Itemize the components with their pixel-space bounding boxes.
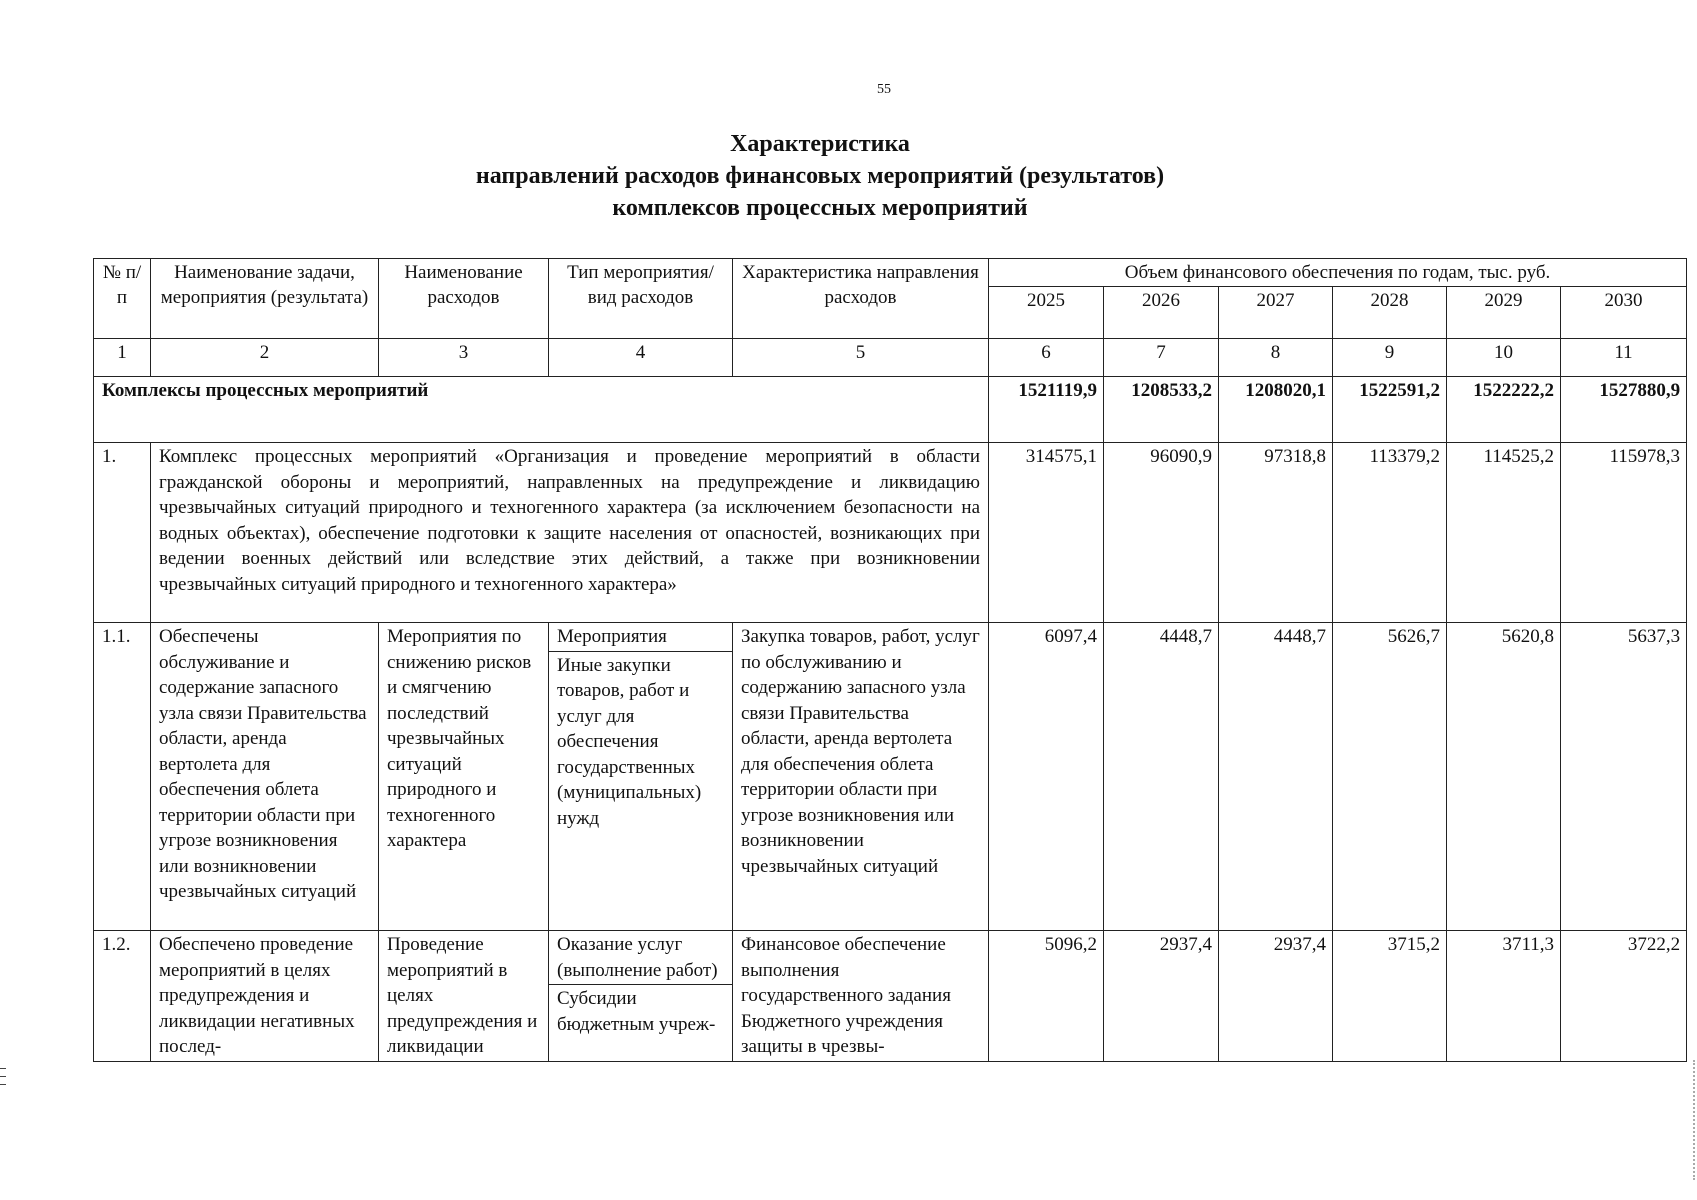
header-task: Наименование задачи, мероприятия (результата) (151, 259, 379, 339)
total-value: 1208020,1 (1219, 377, 1333, 443)
task-name: Обеспечено проведение мероприятий в целях предупреждения и ликвидации негативных послед- (151, 931, 379, 1062)
expense-characteristic: Финансовое обеспечение выполнения государственного задания Бюджетного учреждения защиты в чрезвы- (733, 931, 989, 1062)
header-type: Тип мероприятия/вид расходов (549, 259, 733, 339)
column-number: 4 (549, 339, 733, 377)
table-row (94, 931, 1687, 1062)
expense-name: Проведение мероприятий в целях предупреждения и ликвидации (379, 931, 549, 1062)
total-value: 1208533,2 (1104, 377, 1219, 443)
header-characteristic: Характеристика направления расходов (733, 259, 989, 339)
expense-name: Мероприятия по снижению рисков и смягчению последствий чрезвычайных ситуаций природного и техногенного характера (379, 623, 549, 931)
event-type: Оказание услуг (выполнение работ) (549, 931, 732, 985)
expense-type-cell (549, 931, 733, 1062)
header-year: 2029 (1447, 287, 1561, 339)
title-line-3: комплексов процессных мероприятий (612, 195, 1028, 221)
row-value: 5096,2 (989, 931, 1104, 1062)
total-value: 1527880,9 (1561, 377, 1687, 443)
total-row (94, 377, 1687, 443)
table-row (94, 443, 1687, 623)
column-number: 5 (733, 339, 989, 377)
row-number: 1. (94, 443, 151, 623)
column-number: 2 (151, 339, 379, 377)
row-value: 3722,2 (1561, 931, 1687, 1062)
total-value: 1521119,9 (989, 377, 1104, 443)
scan-mark (0, 1076, 6, 1077)
row-value: 4448,7 (1219, 623, 1333, 931)
header-num: № п/п (94, 259, 151, 339)
scan-edge-mark (1691, 1060, 1695, 1180)
header-year: 2028 (1333, 287, 1447, 339)
row-value: 2937,4 (1104, 931, 1219, 1062)
row-value: 6097,4 (989, 623, 1104, 931)
row-value: 3711,3 (1447, 931, 1561, 1062)
row-value: 114525,2 (1447, 443, 1561, 623)
document-title (440, 128, 1200, 224)
scan-mark (0, 1068, 6, 1069)
row-value: 96090,9 (1104, 443, 1219, 623)
expense-type-cell (549, 623, 733, 931)
expense-characteristic: Закупка товаров, работ, услуг по обслуживанию и содержанию запасного узла связи Правительства области, аренда вертолета для обеспечения облета территории области при угрозе возникновения или возникновении чрезвычайных ситуаций (733, 623, 989, 931)
row-value: 314575,1 (989, 443, 1104, 623)
row-value: 5626,7 (1333, 623, 1447, 931)
column-number: 1 (94, 339, 151, 377)
row-value: 2937,4 (1219, 931, 1333, 1062)
row-value: 97318,8 (1219, 443, 1333, 623)
column-number: 11 (1561, 339, 1687, 377)
column-number: 9 (1333, 339, 1447, 377)
total-value: 1522591,2 (1333, 377, 1447, 443)
row-number: 1.2. (94, 931, 151, 1062)
page-number: 55 (877, 82, 891, 97)
column-number: 3 (379, 339, 549, 377)
task-name: Обеспечены обслуживание и содержание запасного узла связи Правительства области, аренда вертолета для обеспечения облета территории области при угрозе возникновения или возникновении чрезвычайных ситуаций (151, 623, 379, 931)
header-volume: Объем финансового обеспечения по годам, тыс. руб. (989, 259, 1687, 287)
row-value: 3715,2 (1333, 931, 1447, 1062)
row-value: 5637,3 (1561, 623, 1687, 931)
header-year: 2025 (989, 287, 1104, 339)
total-label: Комплексы процессных мероприятий (94, 377, 989, 443)
header-year: 2027 (1219, 287, 1333, 339)
column-number: 10 (1447, 339, 1561, 377)
scan-mark (0, 1084, 6, 1085)
column-number: 6 (989, 339, 1104, 377)
header-year: 2026 (1104, 287, 1219, 339)
table-row (94, 623, 1687, 931)
title-line-1: Характеристика (730, 131, 910, 157)
column-number: 7 (1104, 339, 1219, 377)
event-type: Мероприятия (549, 623, 732, 652)
row-number: 1.1. (94, 623, 151, 931)
total-value: 1522222,2 (1447, 377, 1561, 443)
row-value: 115978,3 (1561, 443, 1687, 623)
complex-description: Комплекс процессных мероприятий «Организация и проведение мероприятий в области гражданской обороны и мероприятий, направленных на предупреждение и ликвидацию чрезвычайных ситуаций природного и техногенного характера (за исключением безопасности на водных объектах), обеспечение подготовки к защите населения от опасностей, возникающих при ведении военных действий или вследствие этих действий, а также при возникновении чрезвычайных ситуаций природного и техногенного характера» (151, 443, 989, 623)
header-year: 2030 (1561, 287, 1687, 339)
expense-table (93, 258, 1687, 1062)
header-expense-name: Наименование расходов (379, 259, 549, 339)
column-number-row (94, 339, 1687, 377)
column-number: 8 (1219, 339, 1333, 377)
row-value: 5620,8 (1447, 623, 1561, 931)
expense-kind: Субсидии бюджетным учреж- (557, 988, 716, 1035)
row-value: 113379,2 (1333, 443, 1447, 623)
title-line-2: направлений расходов финансовых мероприятий (результатов) (475, 163, 1165, 189)
expense-kind: Иные закупки товаров, работ и услуг для обеспечения государственных (муниципальных) нужд (557, 654, 702, 829)
row-value: 4448,7 (1104, 623, 1219, 931)
